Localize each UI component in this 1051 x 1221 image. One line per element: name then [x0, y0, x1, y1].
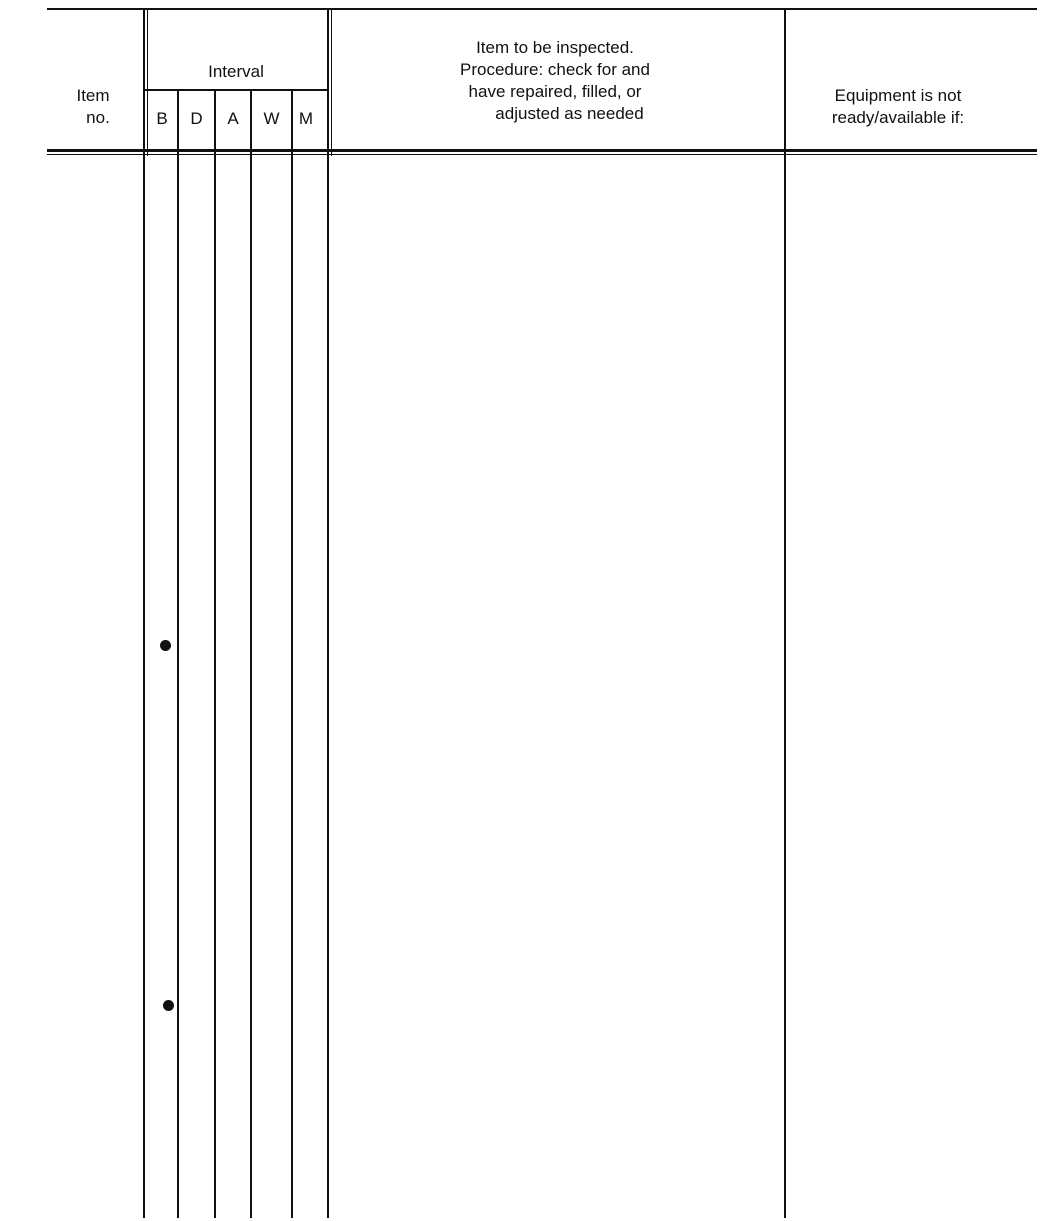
- procedure-header-line-3: have repaired, filled, or: [468, 82, 642, 101]
- item-no-header: [58, 85, 128, 129]
- procedure-header-line-1: Item to be inspected.: [476, 38, 634, 57]
- interval-column-b: B: [156, 109, 168, 128]
- not-ready-header: [808, 85, 988, 129]
- not-ready-header-line-1: Equipment is not: [834, 86, 962, 105]
- interval-left-border: [143, 8, 145, 1218]
- not-ready-header-line-2: ready/available if:: [831, 108, 965, 127]
- procedure-left-border: [327, 8, 329, 1218]
- interval-column-w: W: [263, 109, 280, 128]
- interval-subheader-border: [145, 89, 329, 91]
- procedure-header: [360, 37, 750, 125]
- column-divider-a-w: [250, 90, 252, 1218]
- not-ready-left-border: [784, 8, 786, 1218]
- procedure-header-line-4: adjusted as needed: [495, 104, 644, 123]
- column-divider-d-a: [214, 90, 216, 1218]
- item-no-header-line-1: Item: [76, 86, 110, 105]
- table-top-border: [47, 8, 1037, 10]
- header-bottom-border-second: [47, 154, 1037, 155]
- procedure-left-border-inner: [331, 8, 332, 156]
- interval-column-m: M: [298, 109, 314, 128]
- header-bottom-border: [47, 149, 1037, 152]
- item-no-header-line-2: no.: [86, 108, 110, 127]
- column-divider-b-d: [177, 90, 179, 1218]
- interval-column-d: D: [190, 109, 203, 128]
- b-column-dot: [163, 1000, 174, 1011]
- column-divider-w-m: [291, 90, 293, 1218]
- interval-column-a: A: [227, 109, 239, 128]
- interval-header: Interval: [208, 62, 264, 81]
- procedure-header-line-2: Procedure: check for and: [460, 60, 650, 79]
- b-column-dot: [160, 640, 171, 651]
